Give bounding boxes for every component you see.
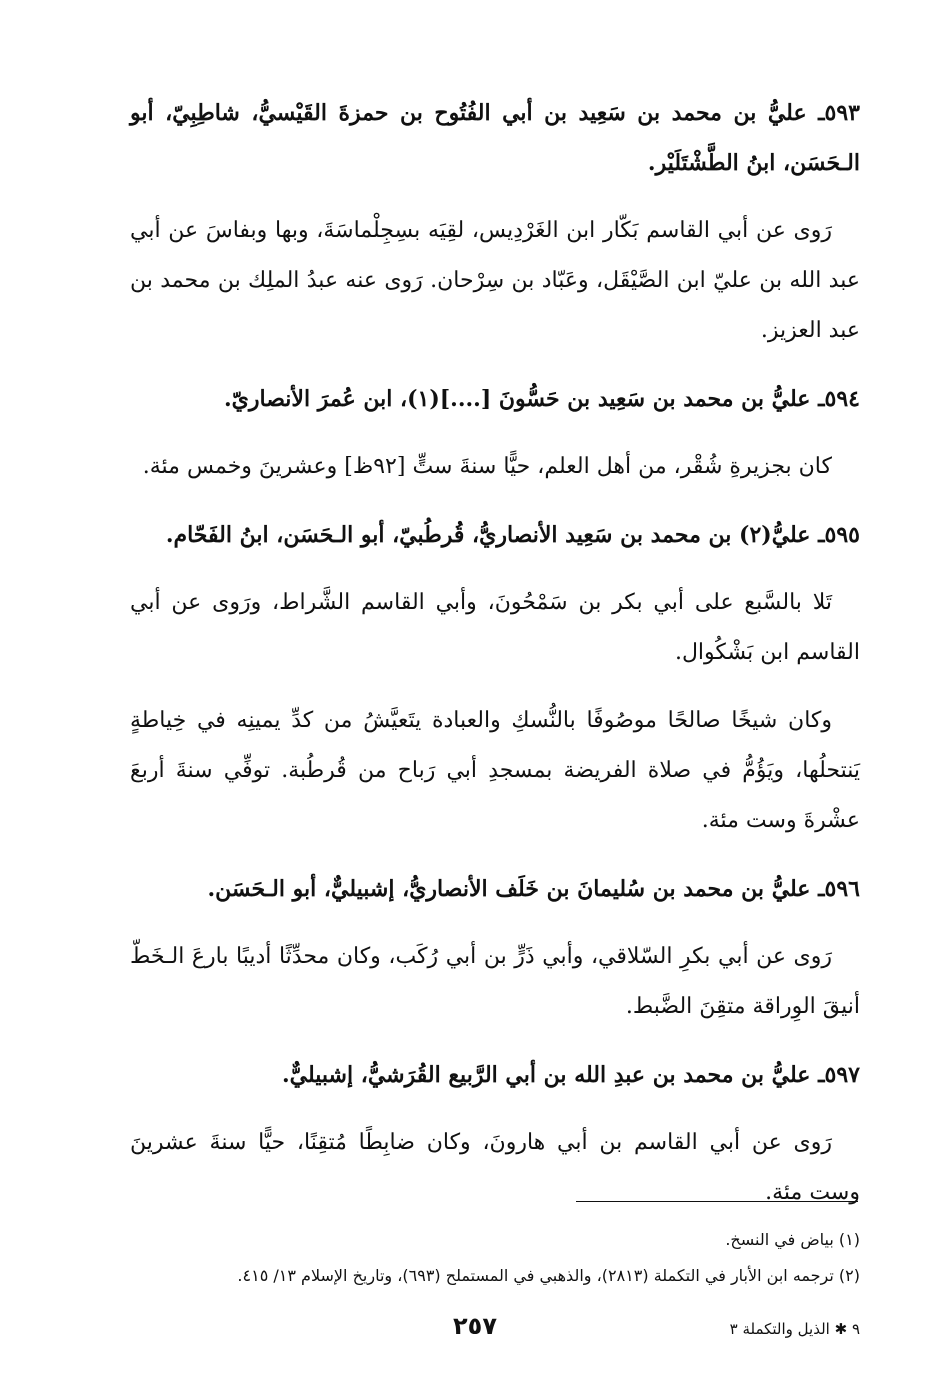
entry-595-body-2: وكان شيخًا صالحًا موصُوفًا بالنُّسكِ والعبادة يتَعيَّشُ من كدِّ يمينِه في خِياطةٍ يَنتحلُها، ويَؤُمُّ في صلاة الفريضة بمسجدِ أبي رَباح من قُرطُبة. توفِّي سنةَ أربعَ عشْرةَ وست مئة. (130, 708, 860, 833)
entry-596-heading: ٥٩٦ـ عليُّ بن محمد بن سُليمانَ بن خَلَف الأنصاريُّ، إشبيليٌّ، أبو الـحَسَن. (207, 876, 860, 902)
main-text (130, 88, 860, 1236)
entry-593-heading: ٥٩٣ـ عليُّ بن محمد بن سَعِيد بن أبي الفُتُوح بن حمزةَ القَيْسيُّ، شاطِبِيّ، أبو الـحَسَن، ابنُ الطَّشْتَلَيْر. (130, 100, 860, 176)
entry-595-heading: ٥٩٥ـ عليُّ(٢) بن محمد بن سَعِيد الأنصاريُّ، قُرطُبيّ، أبو الـحَسَن، ابنُ الفَحّام. (165, 522, 860, 548)
entry-593-body: رَوى عن أبي القاسم بَكّار ابن الغَرْدِيس، لقِيَه بسِجِلْماسَةَ، وبها وبفاسَ عن أبي عبد الله بن عليّ ابن الصَّيْقَل، وعَبّاد بن سِرْحان. رَوى عنه عبدُ الملِك بن محمد بن عبد العزيز. (130, 218, 860, 343)
entry-594-body: كان بجزيرةِ شُقْر، من أهل العلم، حيًّا سنةَ ستٍّ [٩٢ظ] وعشرينَ وخمس مئة. (142, 454, 832, 479)
footnote-1: (١) بياض في النسخ. (725, 1230, 860, 1249)
book-signature: ٩ ✱ الذيل والتكملة ٣ (729, 1320, 860, 1338)
footnotes (130, 1222, 860, 1294)
entry-597-heading: ٥٩٧ـ عليُّ بن محمد بن عبدِ الله بن أبي الرَّبيع القُرَشيُّ، إشبيليٌّ. (281, 1062, 860, 1088)
page-footer (130, 1312, 860, 1352)
entry-595-body-1: تَلا بالسَّبع على أبي بكر بن سَمْحُونَ، وأبي القاسم الشَّراط، ورَوى عن أبي القاسم ابن بَشْكُوال. (130, 590, 860, 665)
entry-597-body: رَوى عن أبي القاسم بن أبي هارونَ، وكان ضابِطًا مُتقِنًا، حيًّا سنةَ عشرينَ وست مئة. (130, 1130, 860, 1205)
page-number: ٢٥٧ (453, 1312, 497, 1340)
footnote-2: (٢) ترجمه ابن الأبار في التكملة (٢٨١٣)، والذهبي في المستملح (٦٩٣)، وتاريخ الإسلام ١٣/ ٤١٥. (237, 1266, 860, 1285)
entry-594-heading: ٥٩٤ـ عليُّ بن محمد بن سَعِيد بن حَسُّونَ [....](١)، ابن عُمرَ الأنصاريّ. (224, 386, 860, 412)
entry-596-body: رَوى عن أبي بكرِ السّلاقي، وأبي ذَرٍّ بن أبي رُكَب، وكان محدِّثًا أديبًا بارعَ الـخَطّ أنيقَ الوِراقة متقِنَ الضَّبط. (130, 944, 860, 1019)
footnote-divider (576, 1201, 858, 1202)
